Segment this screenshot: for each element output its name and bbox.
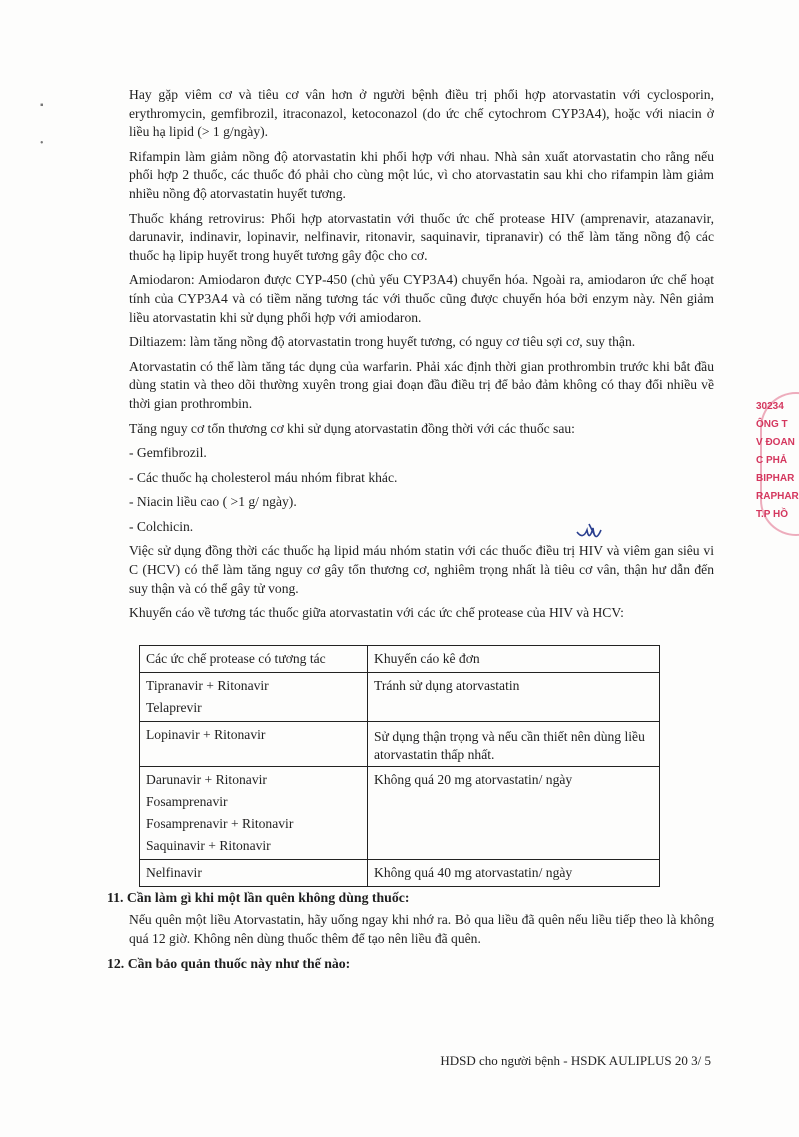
bullet-item: - Niacin liều cao ( >1 g/ ngày). — [129, 494, 297, 510]
section-11-heading: 11. Cần làm gì khi một lần quên không dùng thuốc: — [107, 889, 410, 905]
handwritten-initials — [575, 520, 615, 548]
table-header-cell: Các ức chế protease có tương tác — [140, 645, 368, 672]
drug-name: Lopinavir + Ritonavir — [146, 726, 266, 742]
advice-cell: Sử dụng thận trọng và nếu cần thiết nên dùng liều atorvastatin thấp nhất. — [368, 721, 660, 766]
drug-name: Nelfinavir — [146, 864, 202, 880]
stamp-fragment: T.P HỒ — [756, 509, 789, 520]
stamp-fragment: V ĐOAN — [756, 437, 795, 448]
paragraph: Amiodaron: Amiodaron được CYP-450 (chủ yếu CYP3A4) chuyển hóa. Ngoài ra, amiodaron ức chế hoạt tính của CYP3A4 và có tiềm năng tương tác với thuốc cũng được chuyển hóa bởi enzym này. Nên giảm liều atorvastatin khi sử dụng phối hợp với amiodaron. — [129, 272, 714, 325]
paragraph: Hay gặp viêm cơ và tiêu cơ vân hơn ở người bệnh điều trị phối hợp atorvastatin với cyclosporin, erythromycin, gemfibrozil, itraconazol, ketoconazol (do ức chế cytochrom CYP3A4), hoặc với niacin ở liều hạ lipid (> 1 g/ngày). — [129, 87, 714, 140]
paragraph: Thuốc kháng retrovirus: Phối hợp atorvastatin với thuốc ức chế protease HIV (amprenavir, atazanavir, darunavir, indinavir, lopinavir, nelfinavir, ritonavir, saquinavir, tipranavir) có thể làm tăng nồng độ các thuốc hạ lipip huyết trong huyết tương gây độc cho cơ. — [129, 210, 714, 263]
bullet-item: - Colchicin. — [129, 518, 194, 534]
section-12-heading: 12. Cần bảo quản thuốc này như thế nào: — [107, 955, 351, 971]
table-header-cell: Khuyến cáo kê đơn — [368, 645, 660, 672]
margin-dot: • — [40, 138, 44, 149]
paragraph: Diltiazem: làm tăng nồng độ atorvastatin trong huyết tương, có nguy cơ tiêu sợi cơ, suy thận. — [129, 334, 636, 350]
table-row — [140, 766, 660, 859]
bullet-item: - Các thuốc hạ cholesterol máu nhóm fibrat khác. — [129, 469, 398, 485]
drug-name: Fosamprenavir + Ritonavir — [146, 815, 294, 831]
drug-name: Tipranavir + Ritonavir — [146, 677, 269, 693]
section-11-text: Nếu quên một liều Atorvastatin, hãy uống ngay khi nhớ ra. Bỏ qua liều đã quên nếu liều tiếp theo là không quá 12 giờ. Không nên dùng thuốc thêm để tạo nên liều đã quên. — [129, 912, 714, 947]
drug-name: Fosamprenavir — [146, 793, 228, 809]
interaction-table — [139, 645, 660, 887]
advice-cell: Tránh sử dụng atorvastatin — [368, 672, 660, 721]
stamp-text — [756, 398, 799, 528]
margin-dot: ▪ — [40, 100, 44, 111]
advice-cell: Không quá 20 mg atorvastatin/ ngày — [368, 766, 660, 859]
stamp-fragment: C PHẢ — [756, 455, 788, 466]
stamp-fragment: ÔNG T — [756, 419, 788, 430]
table-row — [140, 672, 660, 721]
drug-cell — [140, 721, 368, 766]
stamp-fragment: BIPHAR — [756, 473, 795, 484]
table-row — [140, 859, 660, 886]
drug-cell — [140, 859, 368, 886]
paragraph: Tăng nguy cơ tổn thương cơ khi sử dụng atorvastatin đồng thời với các thuốc sau: — [129, 420, 575, 436]
drug-name: Telaprevir — [146, 699, 202, 715]
drug-cell — [140, 766, 368, 859]
drug-cell — [140, 672, 368, 721]
bullet-item: - Gemfibrozil. — [129, 445, 207, 461]
table-header-row — [140, 645, 660, 672]
stamp-fragment: RAPHAR — [756, 491, 799, 502]
page-footer: HDSD cho người bệnh - HSDK AULIPLUS 20 3/ 5 — [440, 1053, 711, 1068]
paragraph: Việc sử dụng đồng thời các thuốc hạ lipid máu nhóm statin với các thuốc điều trị HIV và viêm gan siêu vi C (HCV) có thể làm tăng nguy cơ gây tổn thương cơ, nghiêm trọng nhất là tiêu cơ vân, thận hư dẫn đến suy thận và có thể gây tử vong. — [129, 543, 714, 596]
advice-cell: Không quá 40 mg atorvastatin/ ngày — [368, 859, 660, 886]
table-row — [140, 721, 660, 766]
page-body — [107, 86, 714, 977]
stamp-fragment: 30234 — [756, 401, 784, 412]
drug-name: Saquinavir + Ritonavir — [146, 837, 271, 853]
paragraph: Khuyến cáo về tương tác thuốc giữa atorvastatin với các ức chế protease của HIV và HCV: — [129, 605, 624, 621]
paragraph: Rifampin làm giảm nồng độ atorvastatin khi phối hợp với nhau. Nhà sản xuất atorvastatin cho rằng nếu phối hợp 2 thuốc, các thuốc đó phải cho cùng một lúc, vì cho atorvastatin sau khi cho rifampin làm giảm nhiều nồng độ atorvastatin huyết tương. — [129, 148, 714, 201]
paragraph: Atorvastatin có thể làm tăng tác dụng của warfarin. Phải xác định thời gian prothrombin trước khi bắt đầu dùng statin và theo dõi thường xuyên trong giai đoạn đầu điều trị để bảo đảm không có thay đổi nhiều về thời gian prothrombin. — [129, 358, 714, 411]
drug-name: Darunavir + Ritonavir — [146, 771, 267, 787]
